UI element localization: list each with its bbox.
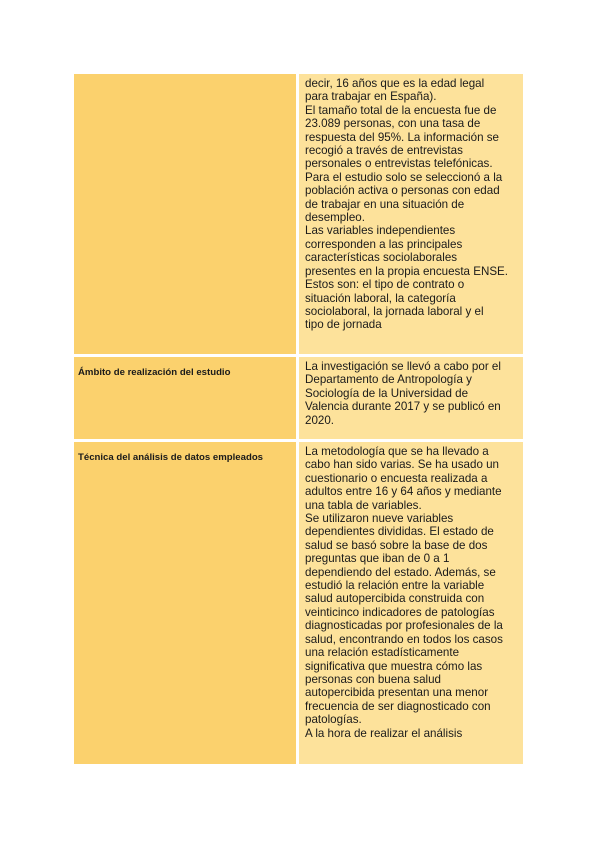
text-line: tipo de jornada (305, 318, 382, 332)
text-line: situación laboral, la categoría (305, 291, 456, 305)
text-line: una relación estadísticamente (305, 646, 460, 660)
table-row-population (74, 74, 526, 354)
text-line: patologías. (305, 713, 362, 727)
text-line: de trabajar en una situación de (305, 197, 465, 211)
text-line: Valencia durante 2017 y se publicó en (305, 400, 501, 414)
text-line: características sociolaborales (305, 251, 458, 265)
text-line: estudió la relación entre la variable (305, 579, 485, 593)
text-line: población activa o personas con edad (305, 184, 500, 198)
text-line: dependiendo del estado. Además, se (305, 565, 496, 579)
text-line: cabo han sido varias. Se ha usado un (305, 458, 500, 472)
text-line: preguntas que iban de 0 a 1 (305, 552, 450, 566)
text-line: desempleo. (305, 211, 365, 225)
row-label: Ámbito de realización del estudio (74, 357, 296, 439)
text-line: una tabla de variables. (305, 498, 422, 512)
text-line: La metodología que se ha llevado a (305, 445, 489, 458)
row-content (299, 357, 523, 439)
text-line: decir, 16 años que es la edad legal (305, 77, 485, 90)
text-line: autopercibida presentan una menor (305, 686, 489, 700)
text-line: Para el estudio solo se seleccionó a la (305, 170, 503, 184)
row-content (299, 442, 523, 764)
table-row-scope (74, 357, 526, 439)
text-line: A la hora de realizar el análisis (305, 726, 463, 740)
text-line: Estos son: el tipo de contrato o (305, 278, 465, 292)
text-line: personales o entrevistas telefónicas. (305, 157, 493, 171)
text-line: veinticinco indicadores de patologías (305, 605, 495, 619)
text-line: dependientes divididas. El estado de (305, 525, 494, 539)
study-table (74, 74, 526, 767)
row-content (299, 74, 523, 354)
text-line: 23.089 personas, con una tasa de (305, 117, 481, 131)
text-line: Departamento de Antropología y (305, 373, 472, 387)
text-line: adultos entre 16 y 64 años y mediante (305, 485, 502, 499)
text-line: recogió a través de entrevistas (305, 144, 463, 158)
text-line: Se utilizaron nueve variables (305, 512, 454, 526)
text-line: salud, encontrando en todos los casos (305, 632, 503, 646)
row-label: Técnica del análisis de datos empleados (74, 442, 296, 764)
row-label (74, 74, 296, 354)
text-line: salud se basó sobre la base de dos (305, 538, 488, 552)
text-line: cuestionario o encuesta realizada a (305, 471, 488, 485)
text-line: sociolaboral, la jornada laboral y el (305, 304, 484, 318)
text-line: diagnosticadas por profesionales de la (305, 619, 503, 633)
text-line: significativa que muestra cómo las (305, 659, 483, 673)
text-line: El tamaño total de la encuesta fue de (305, 103, 497, 117)
text-line: respuesta del 95%. La información se (305, 130, 499, 144)
text-line: personas con buena salud (305, 672, 442, 686)
text-line: Las variables independientes (305, 224, 456, 238)
text-line: salud autopercibida construida con (305, 592, 485, 606)
text-line: para trabajar en España). (305, 90, 437, 104)
text-line: La investigación se llevó a cabo por el (305, 360, 501, 373)
text-line: corresponden a las principales (305, 237, 463, 251)
text-line: frecuencia de ser diagnosticado con (305, 699, 491, 713)
text-line: Sociología de la Universidad de (305, 386, 469, 400)
text-line: 2020. (305, 413, 335, 427)
table-row-technique (74, 442, 526, 764)
text-line: presentes en la propia encuesta ENSE. (305, 264, 509, 278)
